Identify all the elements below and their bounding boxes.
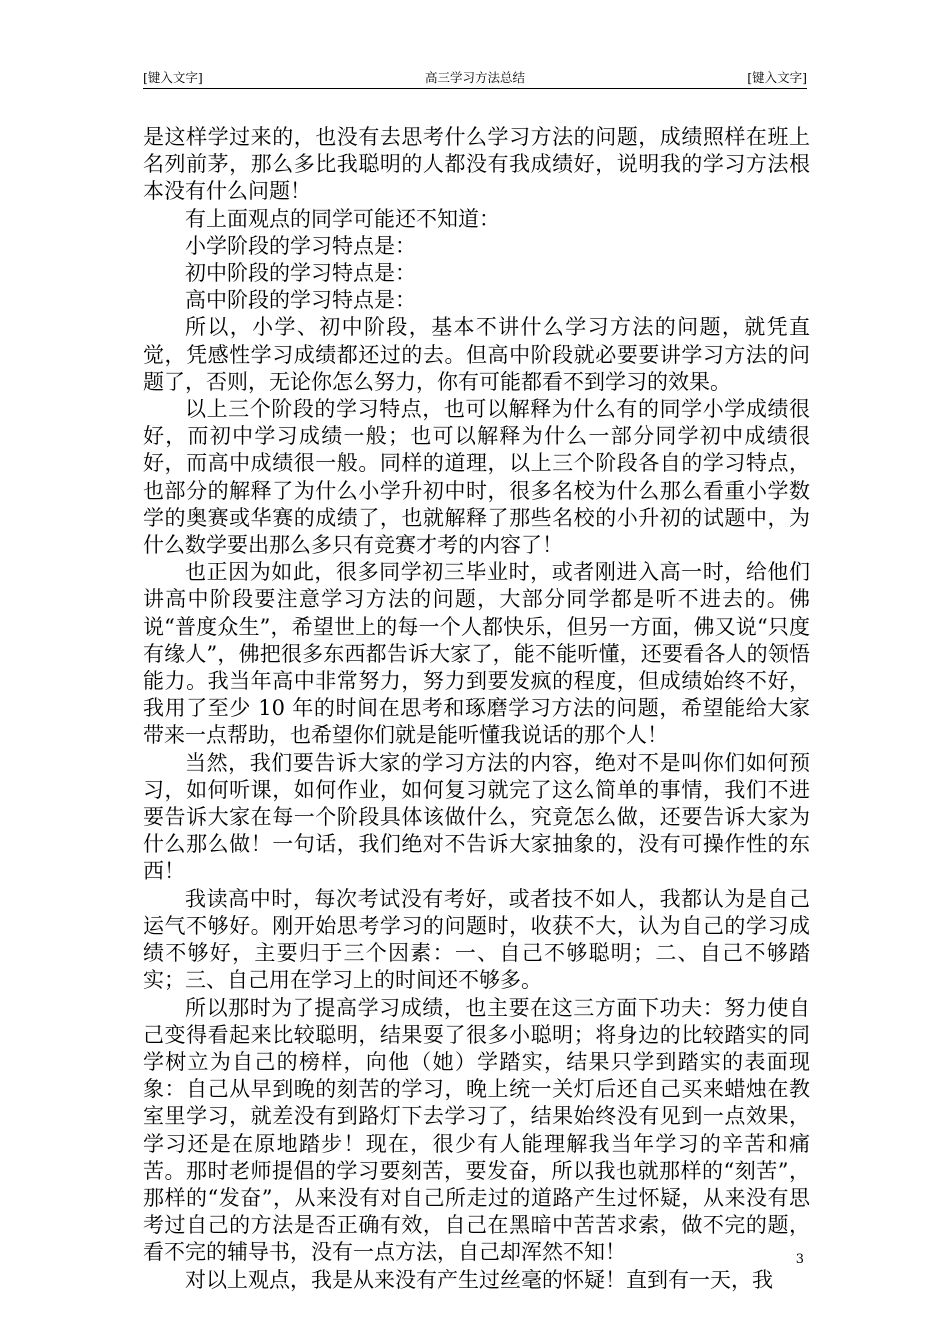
paragraph: 对以上观点，我是从来没有产生过丝毫的怀疑！直到有一天，我 [185, 1267, 773, 1292]
paragraph: 高中阶段的学习特点是： [185, 288, 416, 313]
paragraph: 以上三个阶段的学习特点，也可以解释为什么有的同学小学成绩很好，而初中学习成绩一般；也可以解释为什么一部分同学初中成绩很好，而高中成绩很一般。同样的道理，以上三个阶段各自的学习特点，也部分的解释了为什么小学升初中时，很多名校为什么那么看重小学数学的奥赛或华赛的成绩了，也就解释了那些名校的小升初的试题中，为什么数学要出那么多只有竞赛才考的内容了！ [143, 397, 810, 558]
header-right-placeholder: [键入文字] [747, 70, 807, 85]
paragraph: 所以那时为了提高学习成绩，也主要在这三方面下功夫：努力使自己变得看起来比较聪明，结果耍了很多小聪明；将身边的比较踏实的同学树立为自己的榜样，向他（她）学踏实，结果只学到踏实的表面现象：自己从早到晚的刻苦的学习，晚上统一关灯后还自己买来蜡烛在教室里学习，就差没有到路灯下去学习了，结果始终没有见到一点效果，学习还是在原地踏步！现在，很少有人能理解我当年学习的辛苦和痛苦。那时老师提倡的学习要刻苦，要发奋，所以我也就那样的“刻苦”，那样的“发奋”，从来没有对自己所走过的道路产生过怀疑，从来没有思考过自己的方法是否正确有效，自己在黑暗中苦苦求索，做不完的题，看不完的辅导书，没有一点方法，自己却浑然不知！ [143, 995, 810, 1265]
paragraph: 所以，小学、初中阶段，基本不讲什么学习方法的问题，就凭直觉，凭感性学习成绩都还过的去。但高中阶段就必要要讲学习方法的问题了，否则，无论你怎么努力，你有可能都看不到学习的效果。 [143, 315, 810, 394]
page-number: 3 [795, 1252, 804, 1267]
paragraph: 小学阶段的学习特点是： [185, 233, 416, 258]
paragraph: 当然，我们要告诉大家的学习方法的内容，绝对不是叫你们如何预习，如何听课，如何作业，如何复习就完了这么简单的事情，我们不进要告诉大家在每一个阶段具体该做什么，究竟怎么做，还要告诉大家为什么那么做！一句话，我们绝对不告诉大家抽象的，没有可操作性的东西！ [143, 750, 810, 884]
paragraph: 有上面观点的同学可能还不知道： [185, 206, 500, 231]
paragraph: 我读高中时，每次考试没有考好，或者技不如人，我都认为是自己运气不够好。刚开始思考学习的问题时，收获不大，认为自己的学习成绩不够好，主要归于三个因素：一、自己不够聪明；二、自己不够踏实；三、自己用在学习上的时间还不够多。 [143, 886, 810, 993]
document-body [143, 124, 810, 1294]
paragraph-continued: 是这样学过来的，也没有去思考什么学习方法的问题，成绩照样在班上名列前茅，那么多比我聪明的人都没有我成绩好，说明我的学习方法根本没有什么问题！ [143, 125, 810, 204]
header-title: 高三学习方法总结 [424, 70, 525, 85]
page-header [143, 70, 807, 89]
header-left-placeholder: [键入文字] [143, 70, 203, 85]
paragraph: 初中阶段的学习特点是： [185, 261, 416, 286]
paragraph: 也正因为如此，很多同学初三毕业时，或者刚进入高一时，给他们讲高中阶段要注意学习方法的问题，大部分同学都是听不进去的。佛说“普度众生”，希望世上的每一个人都快乐，但另一方面，佛又说“只度有缘人”，佛把很多东西都告诉大家了，能不能听懂，还要看各人的领悟能力。我当年高中非常努力，努力到要发疯的程度，但成绩始终不好，我用了至少 10 年的时间在思考和琢磨学习方法的问题，希望能给大家带来一点帮助，也希望你们就是能听懂我说话的那个人！ [143, 560, 810, 748]
